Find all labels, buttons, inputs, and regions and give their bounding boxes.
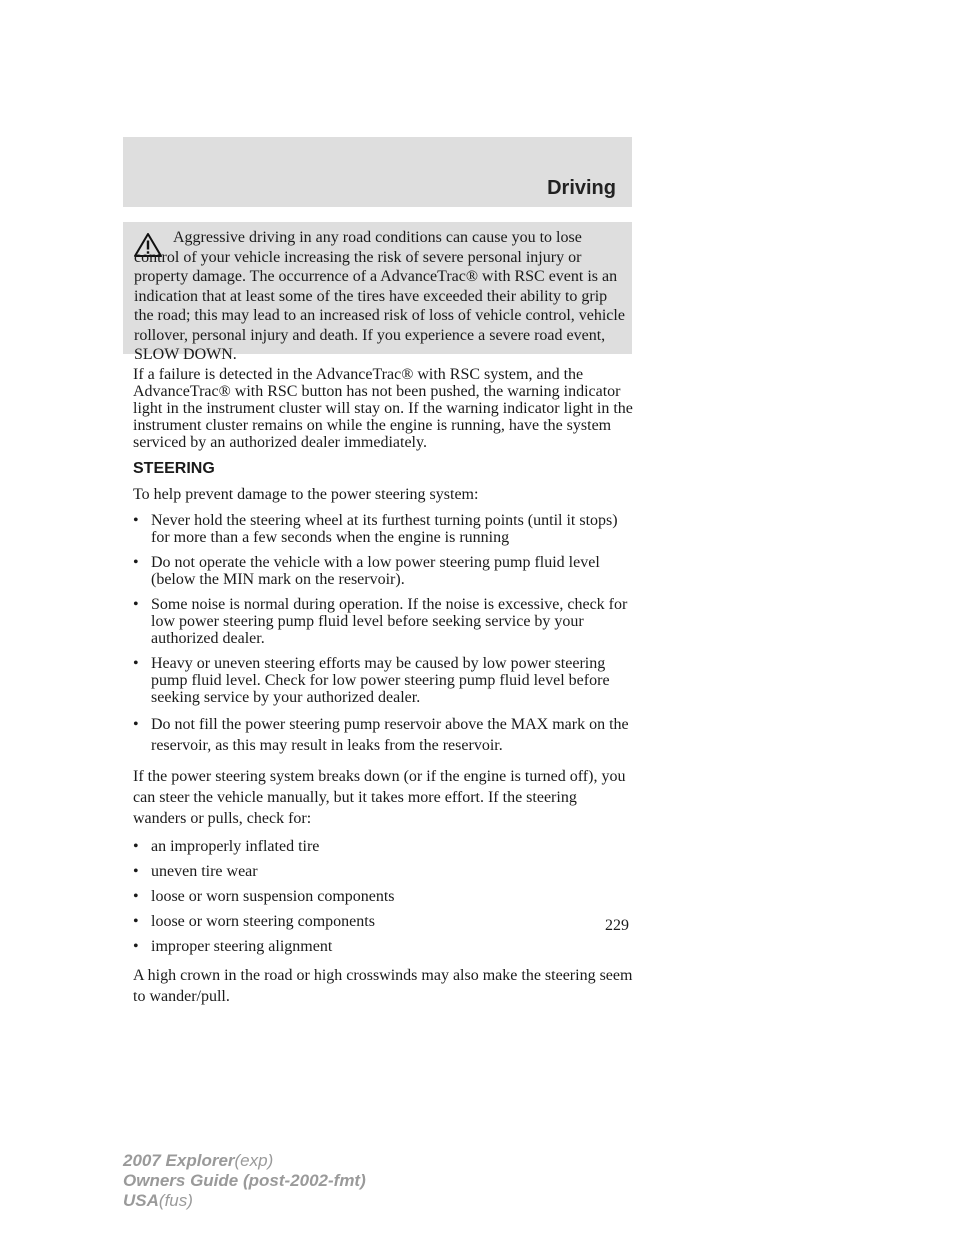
footer-model: 2007 Explorer xyxy=(123,1151,235,1170)
footer-metadata xyxy=(123,1151,366,1211)
footer-model-code: (exp) xyxy=(234,1151,274,1170)
steering-bullet-list xyxy=(133,512,633,756)
steering-heading: STEERING xyxy=(133,460,215,477)
list-item: • Do not fill the power steering pump reservoir above the MAX mark on the reservoir, as this may result in leaks from the reservoir. xyxy=(133,716,629,754)
footer-guide: Owners Guide (post-2002-fmt) xyxy=(123,1171,366,1190)
list-item: • loose or worn suspension components xyxy=(133,888,395,905)
crown-paragraph: A high crown in the road or high crosswinds may also make the steering seem to wander/pull. xyxy=(133,967,633,1005)
list-item: • Do not operate the vehicle with a low power steering pump fluid level (below the MIN mark on the reservoir). xyxy=(133,554,600,588)
list-item: • loose or worn steering components xyxy=(133,913,375,930)
footer-market: USA xyxy=(123,1191,159,1210)
failure-paragraph: If a failure is detected in the AdvanceTrac® with RSC system, and the AdvanceTrac® with RSC button has not been pushed, the warning indicator light in the instrument cluster will stay on. If the warning indicator light in the instrument cluster remains on while the engine is running, have the system serviced by an authorized dealer immediately. xyxy=(133,366,633,451)
steering-intro: To help prevent damage to the power steering system: xyxy=(133,486,479,503)
list-item: • an improperly inflated tire xyxy=(133,838,320,855)
warning-box xyxy=(123,222,632,363)
list-item: • Heavy or uneven steering efforts may be caused by low power steering pump fluid level. Check for low power steering pump fluid level before seeking service by your authorized dealer. xyxy=(133,655,610,706)
list-item: • improper steering alignment xyxy=(133,938,333,955)
section-header-band xyxy=(123,137,632,207)
page-content xyxy=(133,366,633,1016)
warning-text: Aggressive driving in any road conditions can cause you to lose control of your vehicle increasing the risk of severe personal injury or property damage. The occurrence of a AdvanceTrac® with RSC event is an indication that at least some of the tires have exceeded their ability to grip the road; this may lead to an increased risk of loss of vehicle control, vehicle rollover, personal injury and death. If you experience a severe road event, SLOW DOWN. xyxy=(134,229,625,363)
list-item: • Never hold the steering wheel at its furthest turning points (until it stops) for more than a few seconds when the engine is running xyxy=(133,512,618,546)
check-bullet-list xyxy=(133,838,633,955)
footer-market-code: (fus) xyxy=(158,1191,193,1210)
page-number: 229 xyxy=(605,917,629,934)
section-title: Driving xyxy=(547,177,616,199)
list-item: • Some noise is normal during operation. If the noise is excessive, check for low power steering pump fluid level before seeking service by your authorized dealer. xyxy=(133,596,628,647)
list-item: • uneven tire wear xyxy=(133,863,258,880)
breakdown-paragraph: If the power steering system breaks down (or if the engine is turned off), you can steer the vehicle manually, but it takes more effort. If the steering wanders or pulls, check for: xyxy=(133,768,626,827)
